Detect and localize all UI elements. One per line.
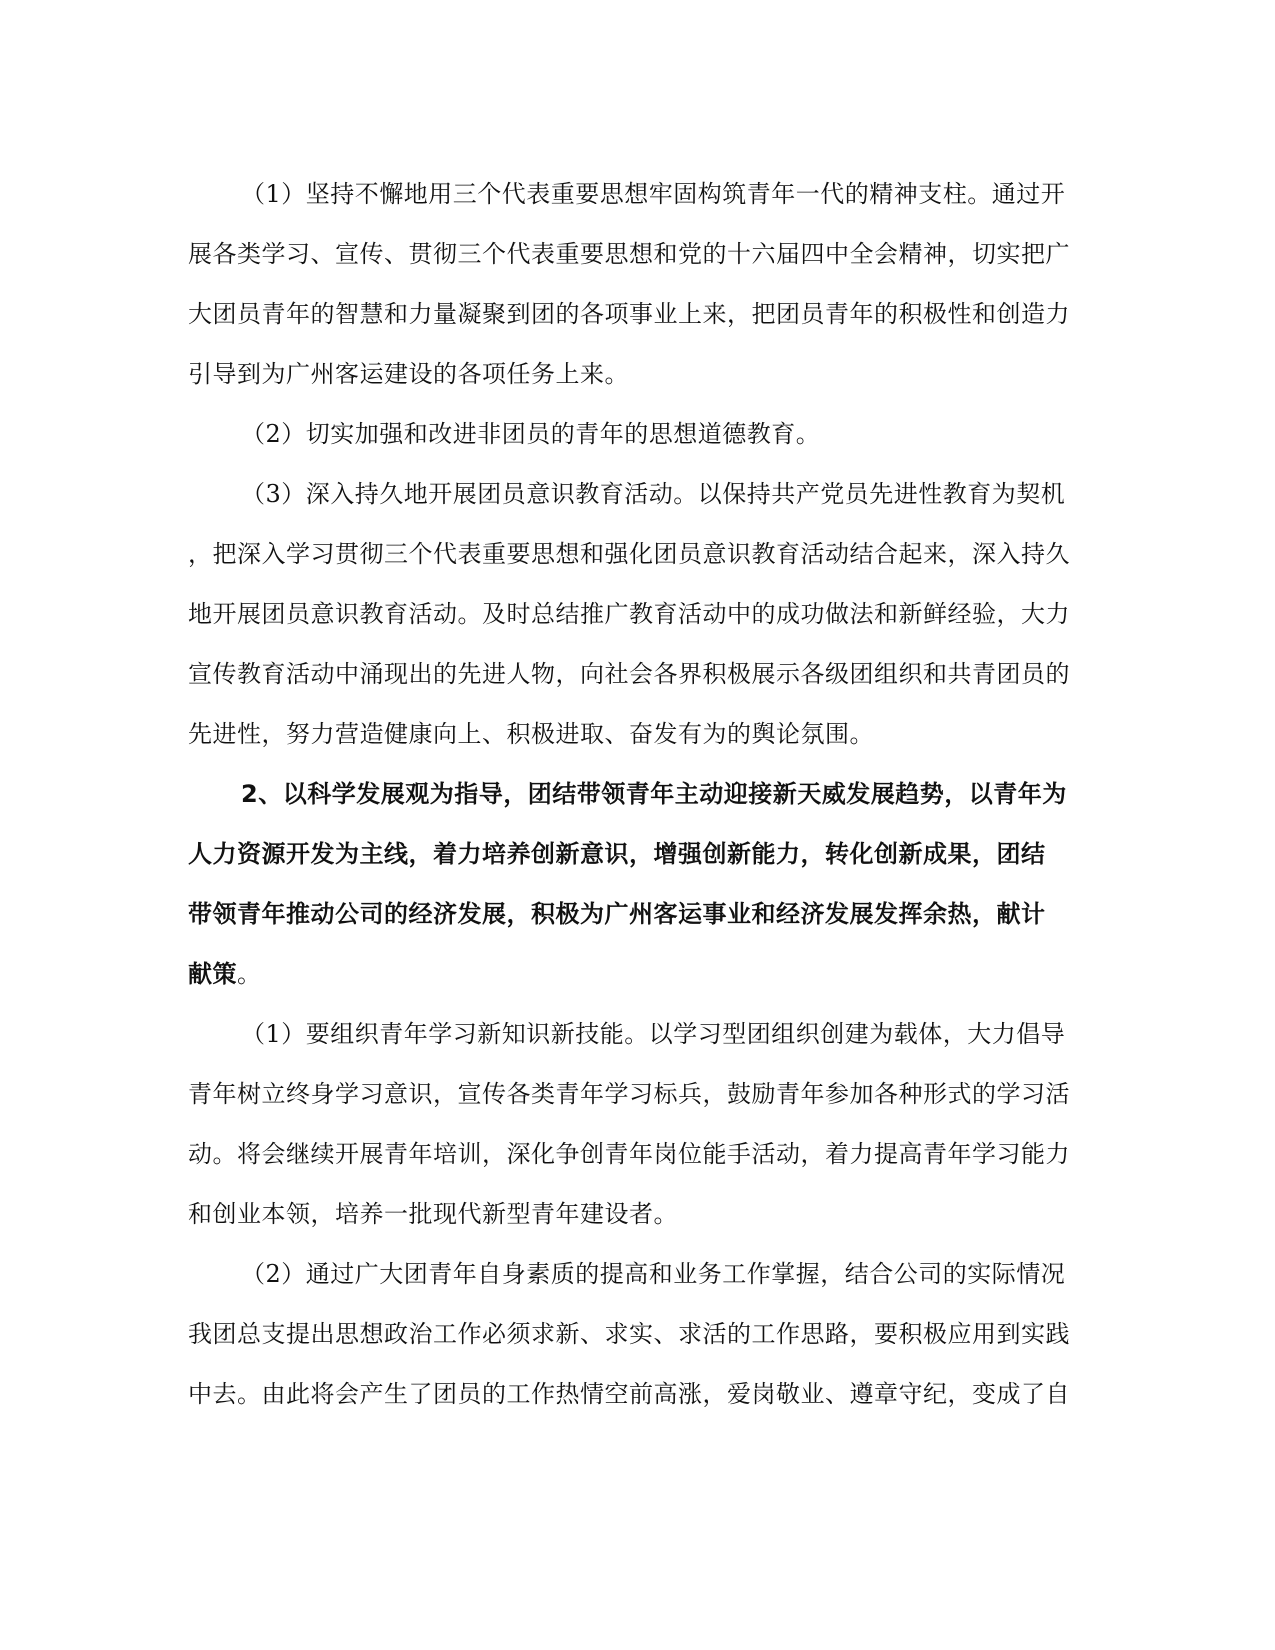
paragraph-4-line-2: 青年树立终身学习意识，宣传各类青年学习标兵，鼓励青年参加各种形式的学习活 (188, 1080, 1070, 1108)
paragraph-3-line-1: （3）深入持久地开展团员意识教育活动。以保持共产党员先进性教育为契机 (241, 480, 1066, 508)
paragraph-1-line-2: 展各类学习、宣传、贯彻三个代表重要思想和党的十六届四中全会精神，切实把广 (188, 240, 1070, 268)
paragraph-5-line-2: 我团总支提出思想政治工作必须求新、求实、求活的工作思路，要积极应用到实践 (188, 1320, 1070, 1348)
paragraph-3-line-3: 地开展团员意识教育活动。及时总结推广教育活动中的成功做法和新鲜经验，大力 (188, 600, 1070, 628)
paragraph-4-line-1: （1）要组织青年学习新知识新技能。以学习型团组织创建为载体，大力倡导 (241, 1020, 1066, 1048)
section-heading-line-2: 人力资源开发为主线，着力培养创新意识，增强创新能力，转化创新成果，团结 (188, 840, 1046, 868)
paragraph-5-line-3: 中去。由此将会产生了团员的工作热情空前高涨，爱岗敬业、遵章守纪，变成了自 (188, 1380, 1070, 1408)
section-heading-line-4 (188, 944, 1088, 1004)
paragraph-2-line-1: （2）切实加强和改进非团员的青年的思想道德教育。 (241, 420, 821, 448)
paragraph-3-line-4: 宣传教育活动中涌现出的先进人物，向社会各界积极展示各级团组织和共青团员的 (188, 660, 1070, 688)
paragraph-4-line-3: 动。将会继续开展青年培训，深化争创青年岗位能手活动，着力提高青年学习能力 (188, 1140, 1070, 1168)
section-heading-line-4-period: 。 (237, 960, 262, 988)
section-heading-line-4-text: 献策 (188, 960, 237, 988)
section-heading-line-3: 带领青年推动公司的经济发展，积极为广州客运事业和经济发展发挥余热，献计 (188, 900, 1046, 928)
document-body (188, 164, 1088, 1424)
paragraph-5-line-1: （2）通过广大团青年自身素质的提高和业务工作掌握，结合公司的实际情况 (241, 1260, 1066, 1288)
paragraph-3-line-5: 先进性，努力营造健康向上、积极进取、奋发有为的舆论氛围。 (188, 720, 874, 748)
section-heading-line-1: 2、以科学发展观为指导，团结带领青年主动迎接新天威发展趋势，以青年为 (241, 780, 1067, 808)
paragraph-1-line-1: （1）坚持不懈地用三个代表重要思想牢固构筑青年一代的精神支柱。通过开 (241, 180, 1066, 208)
paragraph-1-line-3: 大团员青年的智慧和力量凝聚到团的各项事业上来，把团员青年的积极性和创造力 (188, 300, 1070, 328)
paragraph-4-line-4: 和创业本领，培养一批现代新型青年建设者。 (188, 1200, 678, 1228)
paragraph-1-line-4: 引导到为广州客运建设的各项任务上来。 (188, 360, 629, 388)
paragraph-3-line-2: ，把深入学习贯彻三个代表重要思想和强化团员意识教育活动结合起来，深入持久 (188, 540, 1070, 568)
